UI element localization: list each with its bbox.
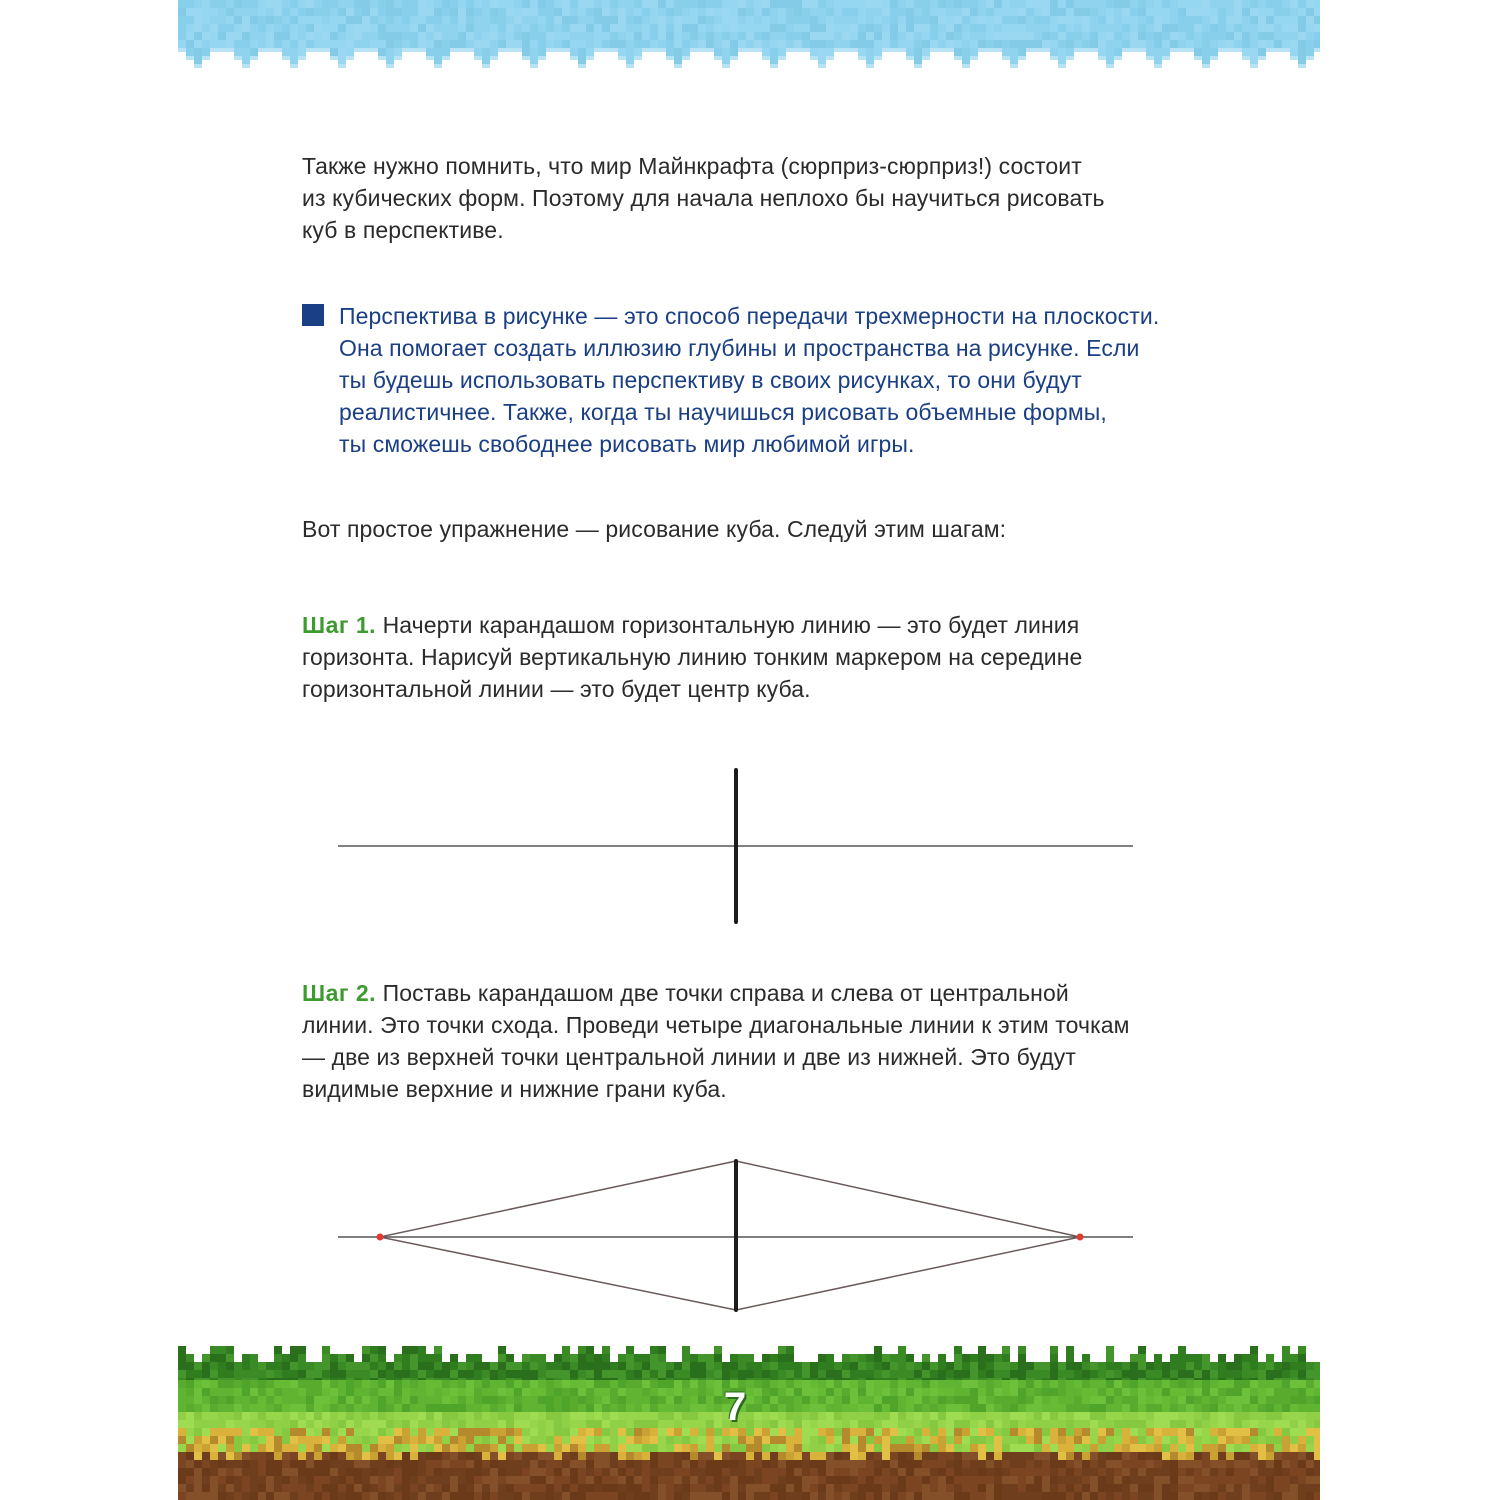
step-2-label: Шаг 2.: [302, 980, 377, 1006]
intro-paragraph: [302, 150, 1105, 246]
diagonal-bottom-left: [380, 1237, 736, 1310]
step-1-line-1: [302, 609, 1082, 641]
diagonal-top-right: [736, 1161, 1080, 1237]
vanishing-point-right: [1077, 1234, 1084, 1241]
step-2-text: Поставь карандашом две точки справа и слева от центральной: [382, 980, 1069, 1006]
step-2-line: линии. Это точки схода. Проведи четыре диагональные линии к этим точкам: [302, 1012, 1130, 1038]
page-number: 7: [723, 1385, 747, 1429]
note-line: реалистичнее. Также, когда ты научишься рисовать объемные формы,: [339, 399, 1107, 425]
note-line: ты будешь использовать перспективу в своих рисунках, то они будут: [339, 367, 1082, 393]
exercise-intro: [302, 513, 1006, 545]
intro-line: куб в перспективе.: [302, 217, 504, 243]
pixel-sky-border: [178, 0, 1320, 72]
vanishing-point-left: [377, 1234, 384, 1241]
page: [178, 0, 1320, 1500]
exercise-intro-text: Вот простое упражнение — рисование куба. Следуй этим шагам:: [302, 516, 1007, 542]
note-line: Она помогает создать иллюзию глубины и пространства на рисунке. Если: [339, 335, 1140, 361]
step-2-line: — две из верхней точки центральной линии и две из нижней. Это будут: [302, 1044, 1076, 1070]
note-line: ты сможешь свободнее рисовать мир любимой игры.: [339, 431, 915, 457]
step-1-label: Шаг 1.: [302, 612, 377, 638]
step-1-line: горизонтальной линии — это будет центр куба.: [302, 676, 811, 702]
note-line: Перспектива в рисунке — это способ передачи трехмерности на плоскости.: [339, 303, 1160, 329]
step-1-paragraph: [302, 609, 1082, 705]
step-2-line: видимые верхние и нижние грани куба.: [302, 1076, 727, 1102]
step-2-diagram: [178, 1150, 1320, 1320]
intro-line: из кубических форм. Поэтому для начала неплохо бы научиться рисовать: [302, 185, 1105, 211]
diagonal-bottom-right: [736, 1237, 1080, 1310]
diagonal-top-left: [380, 1161, 736, 1237]
step-2-paragraph: [302, 977, 1130, 1105]
note-paragraph: [339, 300, 1159, 460]
step-1-line: горизонта. Нарисуй вертикальную линию тонким маркером на середине: [302, 644, 1083, 670]
note-bullet-square: [302, 304, 324, 326]
intro-line: Также нужно помнить, что мир Майнкрафта (сюрприз-сюрприз!) состоит: [302, 153, 1082, 179]
step-1-diagram: [178, 760, 1320, 930]
step-1-text: Начерти карандашом горизонтальную линию — это будет линия: [382, 612, 1080, 638]
step-2-line-1: [302, 977, 1130, 1009]
